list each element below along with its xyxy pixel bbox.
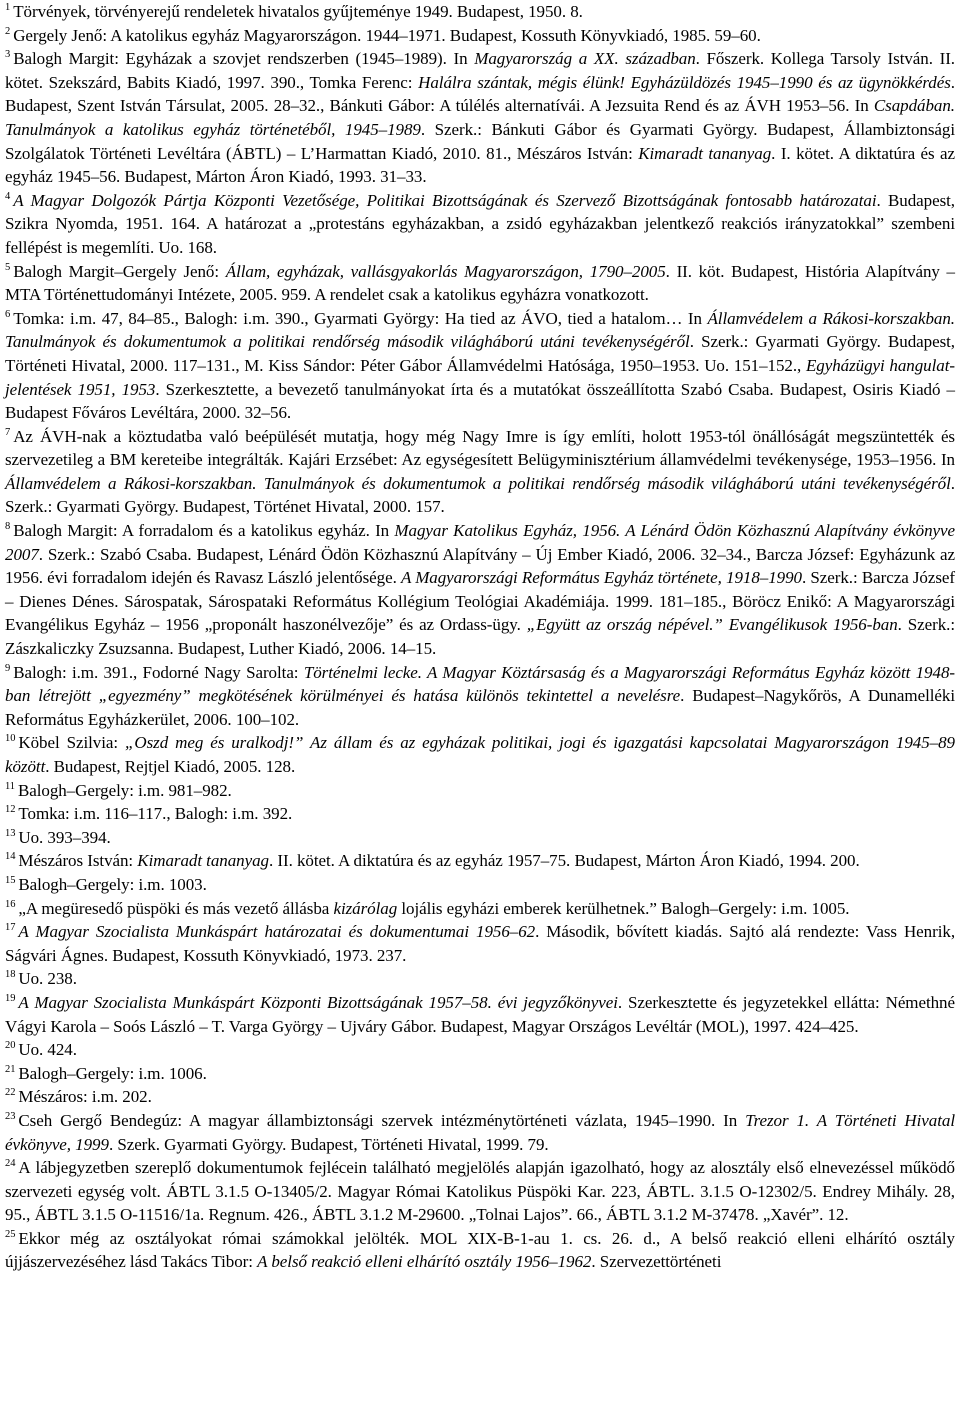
footnote-22 xyxy=(5,1085,955,1109)
footnote-number: 16 xyxy=(5,898,16,910)
footnotes-page xyxy=(5,0,955,1274)
footnote-text: . Budapest, Rejtjel Kiadó, 2005. 128. xyxy=(45,757,296,776)
footnote-number: 12 xyxy=(5,804,16,816)
footnote-text: Balogh Margit: Egyházak a szovjet rendszerben (1945–1989). In xyxy=(13,49,475,69)
footnote-title-italic: A Magyarországi Református Egyház története, 1918–1990 xyxy=(400,568,802,588)
footnote-text: lojális egyházi emberek kerülhetnek.” Balogh–Gergely: i.m. 1005. xyxy=(397,898,850,918)
footnote-title-italic: „Oszd meg és uralkodj!” Az állam és az egyházak politikai, jogi és igazgatási kapcsolatai Magyarországon 1945–89 között xyxy=(5,733,955,776)
footnote-title-italic: Történelmi lecke. A Magyar Köztársaság és a Magyarországi Református Egyház között 1948-ban létrejött „egyezmény” megkötésének körülményei és hatása különös tekintettel a nevelésre xyxy=(5,662,955,706)
footnote-text: . Budapest, Szent István Társulat, 2005. 28–32., Bánkuti Gábor: A túlélés alternatívái. A Jezsuita Rend és az ÁVH 1953–56. In xyxy=(5,72,955,116)
footnote-text: . Szerkesztette, a bevezető tanulmányokat írta és a mutatókat összeállította Szabó Csaba. Budapest, Osiris Kiadó – Budapest Főváros Levéltára, 2000. 32–56. xyxy=(5,379,955,423)
footnote-text: Balogh Margit: A forradalom és a katolikus egyház. In xyxy=(13,521,395,541)
footnote-title-italic: Államvédelem a Rákosi-korszakban. Tanulmányok és dokumentumok a politikai rendőrség második világháború utáni tevékenységéről xyxy=(5,308,955,352)
footnote-13 xyxy=(5,826,955,850)
footnote-text: . Szerk.: Zászkaliczky Zsuzsanna. Budapest, Luther Kiadó, 2006. 14–15. xyxy=(5,615,955,659)
footnote-number: 20 xyxy=(5,1040,16,1052)
footnote-16 xyxy=(5,897,955,921)
footnote-text: Balogh Margit–Gergely Jenő: xyxy=(13,261,226,281)
footnote-11 xyxy=(5,779,955,803)
footnote-19 xyxy=(5,991,955,1038)
footnote-text: Balogh: i.m. 391., Fodorné Nagy Sarolta: xyxy=(13,662,304,682)
footnote-title-italic: Halálra szántak, mégis élünk! Egyházüldözés 1945–1990 és az ügynökkérdés xyxy=(418,72,951,92)
footnote-number: 25 xyxy=(5,1228,16,1240)
footnote-4 xyxy=(5,189,955,260)
footnote-text: . Szervezettörténeti xyxy=(591,1252,722,1272)
footnote-24 xyxy=(5,1156,955,1227)
footnote-7 xyxy=(5,425,955,519)
footnote-text: . Szerk.: Gyarmati György. Budapest, Történet Hivatal, 2000. 157. xyxy=(5,473,955,517)
footnote-text: . Második, bővített kiadás. Sajtó alá rendezte: Vass Henrik, Ságvári Ágnes. Budapest, Kossuth Könyvkiadó, 1973. 237. xyxy=(5,922,956,965)
footnote-text: Az ÁVH-nak a köztudatba való beépülését mutatja, hogy még Nagy Imre is így említi, holott 1953-tól önállóságát megszüntették és szervezetileg a BM kereteibe integrálták. Kajári Erzsébet: Az egységesített Belügyminisztérium államvédelmi tevékenysége, 1953–1956. In xyxy=(5,426,955,470)
footnote-title-italic: Kimaradt tananyag xyxy=(638,143,772,163)
footnote-title-italic: A belső reakció elleni elhárító osztály 1956–1962 xyxy=(257,1252,592,1272)
footnote-text: Balogh–Gergely: i.m. 1003. xyxy=(18,874,207,894)
footnote-text: Cseh Gergő Bendegúz: A magyar állambiztonsági szervek intézménytörténeti vázlata, 1945–1990. In xyxy=(18,1110,746,1130)
footnote-text: Gergely Jenő: A katolikus egyház Magyarországon. 1944–1971. Budapest, Kossuth Könyvkiadó, 1985. 59–60. xyxy=(13,25,761,45)
footnote-20 xyxy=(5,1038,955,1062)
footnote-title-italic: A Magyar Szocialista Munkáspárt határozatai és dokumentumai 1956–62 xyxy=(18,922,536,942)
footnote-title-italic: kizárólag xyxy=(333,898,398,918)
footnote-text: Uo. 393–394. xyxy=(18,827,111,847)
footnote-number: 18 xyxy=(5,969,16,981)
footnote-number: 17 xyxy=(5,922,16,934)
footnote-number: 2 xyxy=(5,25,11,37)
footnote-2 xyxy=(5,24,955,48)
footnote-8 xyxy=(5,519,955,661)
footnote-title-italic: Magyarország a XX. században xyxy=(474,49,696,69)
footnote-9 xyxy=(5,661,955,732)
footnote-17 xyxy=(5,920,955,967)
footnote-title-italic: Egyházügyi hangulat-jelentések 1951, 1953 xyxy=(5,355,955,399)
footnote-number: 8 xyxy=(5,521,11,533)
footnote-15 xyxy=(5,873,955,897)
footnote-title-italic: A Magyar Dolgozók Pártja Központi Vezetősége, Politikai Bizottságának és Szervező Bizottságának fontosabb határozatai xyxy=(13,190,877,210)
footnote-10 xyxy=(5,731,955,778)
footnote-number: 5 xyxy=(5,261,11,273)
footnote-text: . Szerkesztette és jegyzetekkel ellátta: Némethné Vágyi Karola – Soós László – T. Varga György – Ujváry Gábor. Budapest, Magyar Országos Levéltár (MOL), 1997. 424–425. xyxy=(5,992,955,1036)
footnote-text: . Szerk. Gyarmati György. Budapest, Történeti Hivatal, 1999. 79. xyxy=(108,1134,549,1154)
footnote-text: . I. kötet. A diktatúra és az egyház 1945–56. Budapest, Márton Áron Kiadó, 1993. 31–33. xyxy=(5,143,955,187)
footnote-text: . II. köt. Budapest, História Alapítvány – MTA Történettudományi Intézete, 2005. 959. A rendelet csak a katolikus egyházra vonatkozott. xyxy=(5,261,955,305)
footnote-text: Tomka: i.m. 116–117., Balogh: i.m. 392. xyxy=(18,804,293,824)
footnote-3 xyxy=(5,47,955,189)
footnote-text: Mészáros István: xyxy=(18,851,138,871)
footnote-1 xyxy=(5,0,955,24)
footnote-18 xyxy=(5,967,955,991)
footnote-title-italic: A Magyar Szocialista Munkáspárt Központi Bizottságának 1957–58. évi jegyzőkönyvei xyxy=(18,992,618,1012)
footnote-number: 15 xyxy=(5,874,16,886)
footnote-number: 14 xyxy=(5,851,16,863)
footnote-text: „A megüresedő püspöki és más vezető állásba xyxy=(18,898,334,918)
footnote-text: Mészáros: i.m. 202. xyxy=(18,1087,152,1107)
footnote-23 xyxy=(5,1109,955,1156)
footnote-text: Balogh–Gergely: i.m. 981–982. xyxy=(18,780,232,800)
footnote-21 xyxy=(5,1062,955,1086)
footnote-title-italic: Állam, egyházak, vallásgyakorlás Magyarországon, 1790–2005 xyxy=(225,261,666,281)
footnote-text: . Szerk.: Szabó Csaba. Budapest, Lénárd Ödön Közhasznú Alapítvány – Új Ember Kiadó, 2006. 32–34., Barcza József: Egyházunk az 1956. évi forradalom idején és Ravasz László jelentősége. xyxy=(5,544,955,588)
footnote-title-italic: Államvédelem a Rákosi-korszakban. Tanulmányok és dokumentumok a politikai rendőrség második világháború utáni tevékenységéről xyxy=(5,473,951,493)
footnote-title-italic: Trezor 1. A Történeti Hivatal évkönyve, 1999 xyxy=(5,1110,955,1154)
footnote-text: Köbel Szilvia: xyxy=(18,733,126,753)
footnote-text: . Budapest, Szikra Nyomda, 1951. 164. A határozat a „protestáns egyházakban, a zsidó egyházakban jelentkező reakciós irányzatokkal” szembeni fellépést is megemlíti. Uo. 168. xyxy=(5,190,955,257)
footnote-text: . Szerk.: Bánkuti Gábor és Gyarmati György. Budapest, Állambiztonsági Szolgálatok Történeti Levéltára (ÁBTL) – L’Harmattan Kiadó, 2010. 81., Mészáros István: xyxy=(5,119,955,163)
footnote-14 xyxy=(5,849,955,873)
footnote-number: 3 xyxy=(5,49,11,61)
footnote-12 xyxy=(5,802,955,826)
footnote-text: . Szerk.: Gyarmati György. Budapest, Történeti Hivatal, 2000. 117–131., M. Kiss Sándor: Péter Gábor Államvédelmi Hatósága, 1950–1953. Uo. 151–152., xyxy=(5,332,955,375)
footnote-title-italic: Csapdában. Tanulmányok a katolikus egyház történetéből, 1945–1989 xyxy=(5,96,955,139)
footnote-number: 24 xyxy=(5,1158,16,1170)
footnote-text: Törvények, törvényerejű rendeletek hivatalos gyűjteménye 1949. Budapest, 1950. 8. xyxy=(13,2,583,21)
footnote-25 xyxy=(5,1227,955,1274)
footnote-number: 10 xyxy=(5,733,16,745)
footnote-text: Balogh–Gergely: i.m. 1006. xyxy=(18,1063,207,1083)
footnote-5 xyxy=(5,260,955,307)
footnote-6 xyxy=(5,307,955,425)
footnote-title-italic: „Együtt az ország népével.” Evangélikusok 1956-ban xyxy=(526,615,898,635)
footnote-number: 11 xyxy=(5,780,15,792)
footnote-number: 1 xyxy=(5,2,11,13)
footnote-text: Tomka: i.m. 47, 84–85., Balogh: i.m. 390., Gyarmati György: Ha tied az ÁVO, tied a hatalom… In xyxy=(13,308,708,328)
footnote-text: Ekkor még az osztályokat római számokkal jelölték. MOL XIX-B-1-au 1. cs. 26. d., A belső reakció elleni elhárító osztály újjászervezéséhez lásd Takács Tibor: xyxy=(5,1228,955,1272)
footnote-text: . Főszerk. Kollega Tarsoly István. II. kötet. Szekszárd, Babits Kiadó, 1997. 390., Tomka Ferenc: xyxy=(5,49,955,92)
footnote-text: . Budapest–Nagykőrös, A Dunamelléki Református Egyházkerület, 2006. 100–102. xyxy=(5,686,955,729)
footnote-number: 13 xyxy=(5,827,16,839)
footnote-text: Uo. 238. xyxy=(18,969,77,989)
footnote-number: 6 xyxy=(5,308,11,320)
footnote-number: 4 xyxy=(5,190,11,202)
footnote-text: . II. kötet. A diktatúra és az egyház 1957–75. Budapest, Márton Áron Kiadó, 1994. 200. xyxy=(268,851,860,871)
footnote-number: 7 xyxy=(5,426,11,438)
footnote-title-italic: Kimaradt tananyag xyxy=(137,851,269,871)
footnote-number: 21 xyxy=(5,1063,16,1075)
footnote-number: 19 xyxy=(5,992,16,1004)
footnote-text: Uo. 424. xyxy=(18,1040,77,1060)
footnote-number: 22 xyxy=(5,1087,16,1099)
footnote-number: 23 xyxy=(5,1110,16,1122)
footnote-number: 9 xyxy=(5,662,11,674)
footnote-text: A lábjegyzetben szereplő dokumentumok fejlécein található megjelölés alapján igazolható, hogy az alosztály első elnevezéssel működő szervezeti egység volt. ÁBTL 3.1.5 O-13405/2. Magyar Római Katolikus Püspöki Kar. 223, ÁBTL. 3.1.5 O-12302/5. Endrey Mihály. 28, 95., ÁBTL 3.1.5 O-11516/1a. Regnum. 426., ÁBTL 3.1.2 M-29600. „Tolnai Lajos”. 66., ÁBTL 3.1.2 M-37478. „Xavér”. 12. xyxy=(5,1158,955,1225)
footnote-title-italic: Magyar Katolikus Egyház, 1956. A Lénárd Ödön Közhasznú Alapítvány évkönyve 2007 xyxy=(5,521,955,564)
footnote-text: . Szerk.: Barcza József – Dienes Dénes. Sárospatak, Sárospataki Református Kollégium Teológiai Akadémiája. 1999. 181–185., Böröcz Enikő: A Magyarországi Evangélikus Egyház – 1956 „proponált haszonélvezője” és az Ordass-ügy. xyxy=(5,568,955,635)
